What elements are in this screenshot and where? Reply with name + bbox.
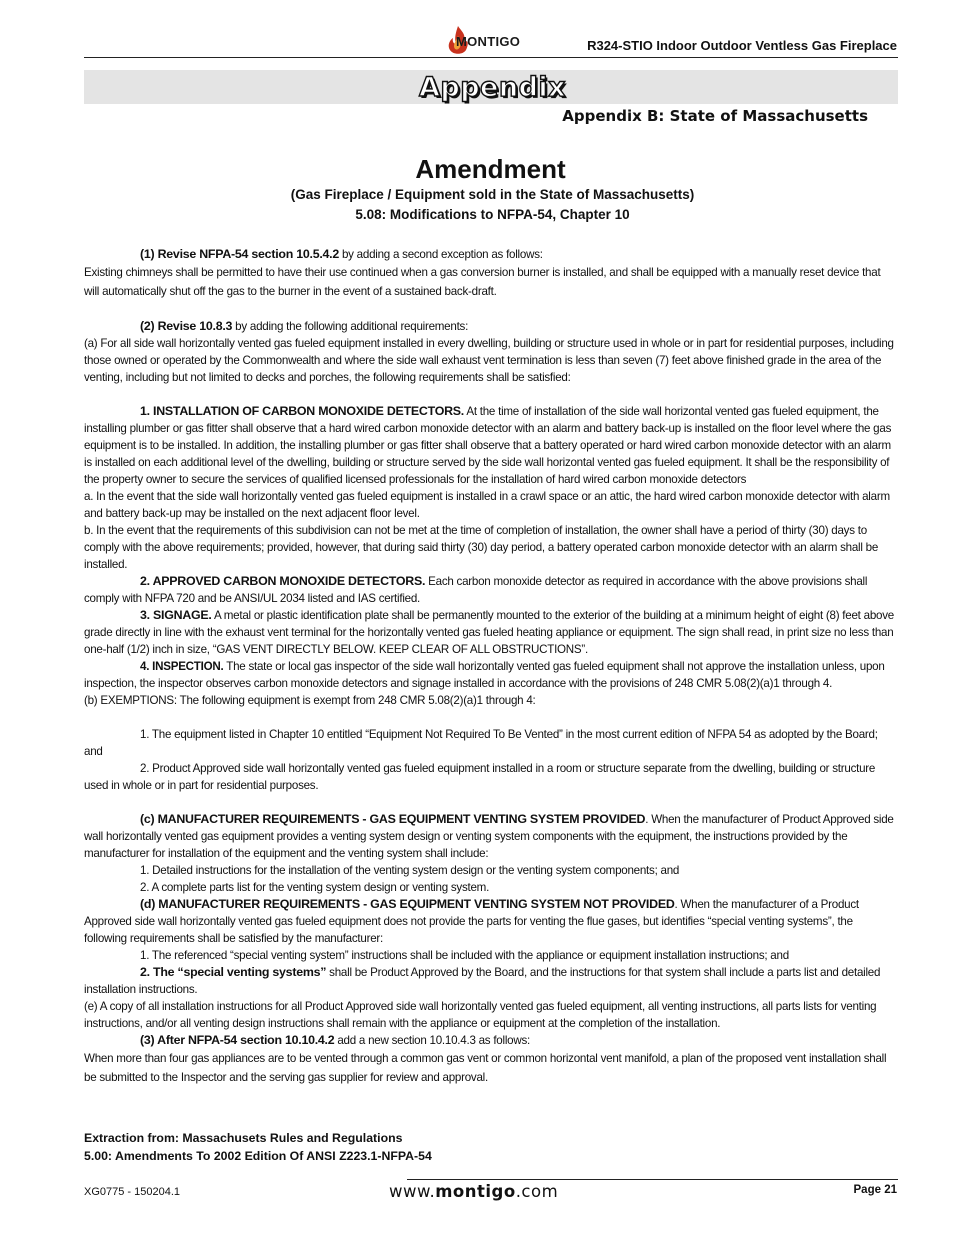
paragraph-1-heading: (1) Revise NFPA-54 section 10.5.4.2 by adding a second exception as follows: — [140, 247, 543, 261]
amendment-subtitle: (Gas Fireplace / Equipment sold in the State of Massachusetts) — [290, 187, 695, 202]
document-code: XG0775 - 150204.1 — [84, 1186, 181, 1198]
paragraph-1-text: Existing chimneys shall be permitted to have their use continued when a gas conversion burner is installed, and shall be equipped with a manually reset device that will automatically shut off the gas to the burner in the event of a sustained back-draft. — [84, 266, 881, 298]
page-number: Page 21 — [853, 1184, 897, 1196]
montigo-logo — [444, 24, 536, 56]
amendment-title: Amendment — [415, 154, 566, 184]
provided-item-2: 2. A complete parts list for the venting system design or venting system. — [140, 881, 490, 894]
copy-instructions: (e) A copy of all installation instructions for all Product Approved side wall horizontally vented gas fueled equipment, all venting instructions, all parts lists for venting instructions, and/or all venting design instructions shall remain with the appliance or equipment at the completion of the installation. — [84, 1000, 877, 1030]
manufacturer-not-provided: (d) MANUFACTURER REQUIREMENTS - GAS EQUIPMENT VENTING SYSTEM NOT PROVIDED. When the manufacturer of a Product Approved side wall horizontally vented gas fueled equipment does not provide the parts for venting the flue gases, but identifies “special venting systems”, the following requirements shall be satisfied by the manufacturer: — [84, 897, 859, 945]
website-link[interactable]: www.montigo.com — [389, 1182, 559, 1201]
extraction-line-2: 5.00: Amendments To 2002 Edition Of ANSI Z223.1-NFPA-54 — [84, 1149, 432, 1163]
paragraph-3-heading: (3) After NFPA-54 section 10.10.4.2 add a new section 10.10.4.3 as follows: — [140, 1033, 530, 1047]
item-4-inspection: 4. INSPECTION. The state or local gas inspector of the side wall horizontally vented gas fueled equipment shall not approve the installation unless, upon inspection, the inspector observes carbon monoxide detectors and signage installed in accordance with the provisions of 248 CMR 5.08(2)(a)1 through 4. — [84, 660, 885, 690]
manufacturer-provided: (c) MANUFACTURER REQUIREMENTS - GAS EQUIPMENT VENTING SYSTEM PROVIDED. When the manufacturer of Product Approved side wall horizontally vented gas equipment provides a venting system design or venting system components with the equipment, the instructions provided by the manufacturer for installation of the equipment and the venting system shall include: — [84, 812, 894, 860]
not-provided-item-2: 2. The “special venting systems” shall be Product Approved by the Board, and the instructions for that system shall include a parts list and detailed installation instructions. — [84, 965, 881, 996]
exemptions-text: (b) EXEMPTIONS: The following equipment is exempt from 248 CMR 5.08(2)(a)1 through 4: — [84, 694, 536, 707]
provided-item-1: 1. Detailed instructions for the installation of the venting system design or the venting system components; and — [140, 864, 680, 877]
paragraph-3-text: When more than four gas appliances are to be vented through a common gas vent or common horizontal vent manifold, a plan of the proposed vent installation shall be submitted to the Inspector and the serving gas supplier for review and approval. — [84, 1052, 887, 1084]
item-3-signage: 3. SIGNAGE. A metal or plastic identification plate shall be permanently mounted to the exterior of the building at a minimum height of eight (8) feet above grade directly in line with the exhaust vent terminal for the horizontally vented gas fueled heating appliance or equipment. The sign shall read, in print size no less than one-half (1/2) inch in size, “GAS VENT DIRECTLY BELOW. KEEP CLEAR OF ALL OBSTRUCTIONS”. — [84, 608, 894, 656]
section-title: Appendix — [419, 72, 567, 103]
item-1-installation: 1. INSTALLATION OF CARBON MONOXIDE DETECTORS. At the time of installation of the side wall horizontal vented gas fueled equipment, the installing plumber or gas fitter shall observe that a hard wired carbon monoxide detector with an alarm and battery back-up is installed on the floor level where the gas equipment is to be installed. In addition, the installing plumber or gas fitter shall observe that a battery operated or hard wired carbon monoxide detector with an alarm is installed on each additional level of the dwelling, building or structure served by the side wall horizontal vented gas fueled equipment. It shall be the responsibility of the property owner to secure the services of qualified licensed professionals for the installation of hard wired carbon monoxide detectors — [84, 404, 892, 486]
footer-divider — [407, 1179, 898, 1180]
logo-wordmark: MONTIGO — [456, 34, 521, 49]
section-subtitle: Appendix B: State of Massachusetts — [562, 107, 868, 125]
extraction-note — [84, 1129, 432, 1165]
paragraph-2-heading: (2) Revise 10.8.3 by adding the following additional requirements: — [140, 319, 469, 333]
item-1-a: a. In the event that the side wall horizontally vented gas fueled equipment is installed in a crawl space or an attic, the hard wired carbon monoxide detector with alarm and battery back-up may be installed on the next adjacent floor level. — [84, 490, 890, 520]
exemption-2: 2. Product Approved side wall horizontally vented gas fueled equipment installed in a room or structure separate from the dwelling, building or structure used in whole or in part for residential purposes. — [84, 762, 876, 792]
amendment-chapter: 5.08: Modifications to NFPA-54, Chapter 10 — [355, 207, 630, 222]
header-divider — [84, 57, 898, 58]
not-provided-item-1: 1. The referenced “special venting system” instructions shall be included with the appliance or equipment installation instructions; and — [140, 949, 789, 962]
document-title: R324-STIO Indoor Outdoor Ventless Gas Fireplace — [587, 38, 897, 53]
amendment-body — [84, 246, 898, 1087]
item-2-approved: 2. APPROVED CARBON MONOXIDE DETECTORS. Each carbon monoxide detector as required in accordance with the above provisions shall comply with NFPA 720 and be ANSI/UL 2034 listed and IAS certified. — [84, 574, 868, 605]
extraction-line-1: Extraction from: Massachusets Rules and Regulations — [84, 1131, 403, 1145]
exemption-1: 1. The equipment listed in Chapter 10 entitled “Equipment Not Required To Be Vented” in the most current edition of NFPA 54 as adopted by the Board; and — [84, 728, 878, 758]
paragraph-2-text: (a) For all side wall horizontally vented gas fueled equipment installed in every dwelling, building or structure used in whole or in part for residential purposes, including those owned or operated by the Commonwealth and where the side wall exhaust vent termination is less than seven (7) feet above finished grade in the area of the venting, including but not limited to decks and porches, the following requirements shall be satisfied: — [84, 337, 894, 384]
item-1-b: b. In the event that the requirements of this subdivision can not be met at the time of completion of installation, the owner shall have a period of thirty (30) days to comply with the above requirements; provided, however, that during said thirty (30) day period, a battery operated carbon monoxide detector with an alarm shall be installed. — [84, 524, 879, 571]
